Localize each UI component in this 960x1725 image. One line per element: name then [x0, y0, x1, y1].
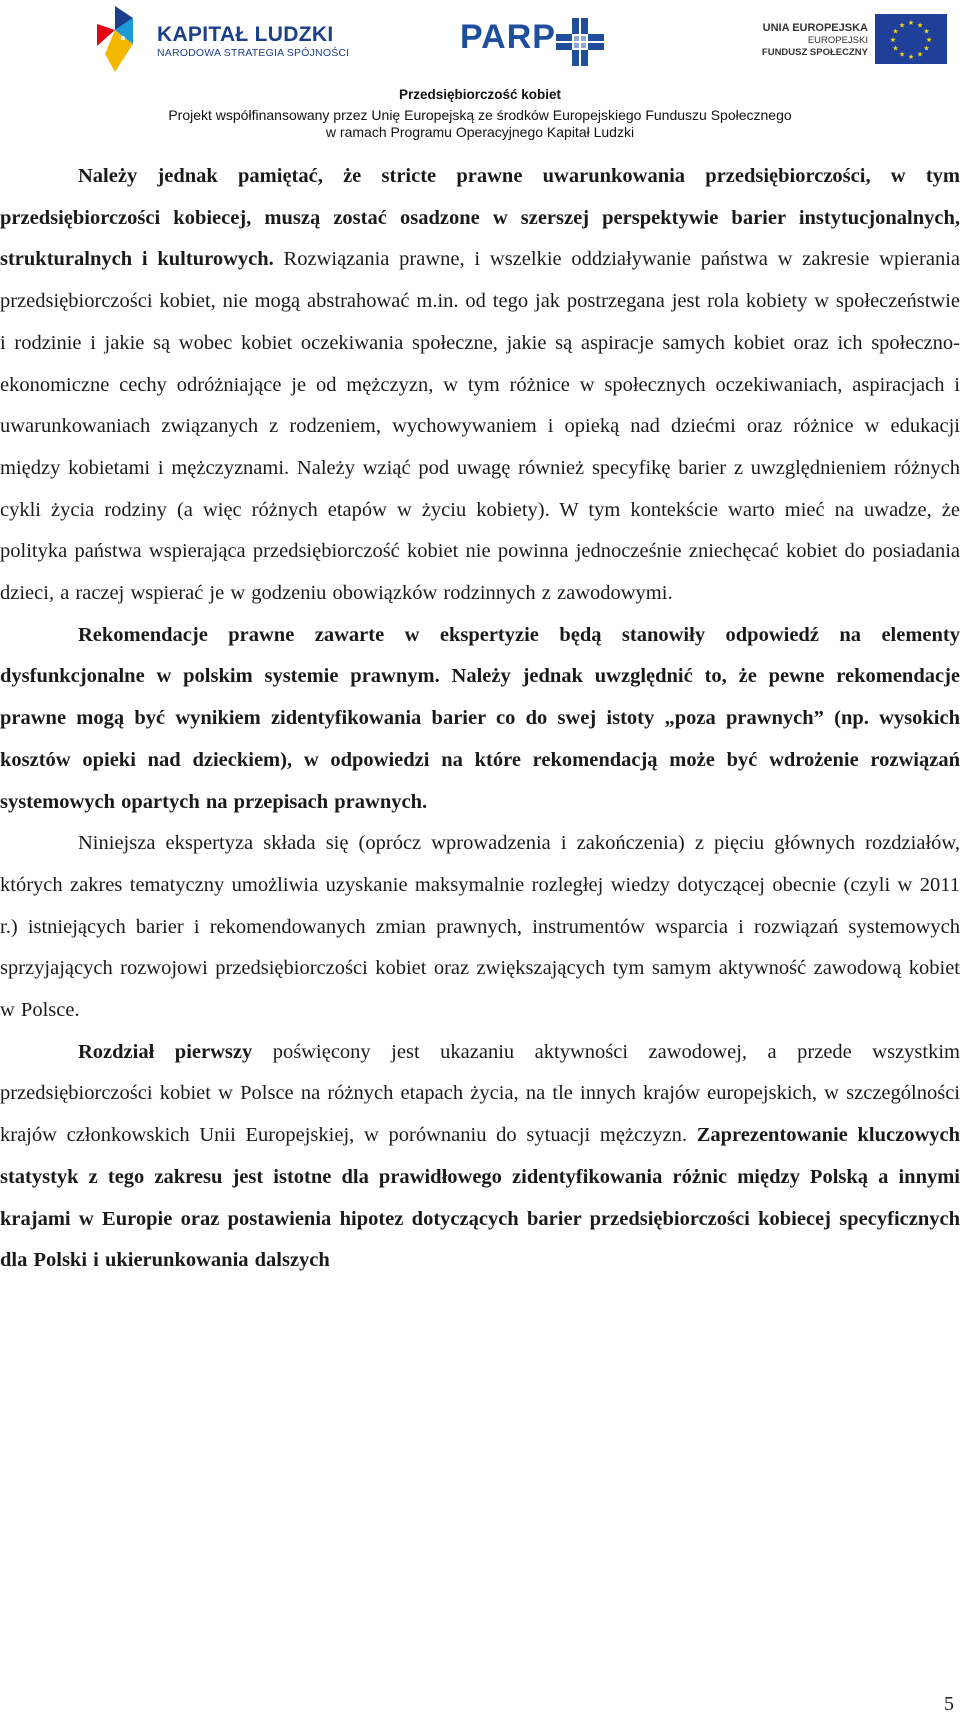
svg-text:★: ★ — [916, 21, 924, 30]
eu-line2: EUROPEJSKI — [807, 35, 868, 46]
svg-text:★: ★ — [923, 27, 930, 36]
document-body — [0, 156, 960, 1282]
parp-emblem-icon — [556, 18, 604, 66]
svg-text:★: ★ — [907, 19, 915, 27]
paragraph-1-bold: Należy jednak pamiętać, że stricte prawne uwarunkowania przedsiębiorczości, w tym przedsiębiorczości kobiecej, muszą zostać osadzone w szerszej perspektywie barier instytucjonalnych, strukturalnych i kulturowych. — [0, 165, 960, 271]
eu-line3: FUNDUSZ SPOŁECZNY — [761, 47, 868, 58]
paragraph-1-text: Rozwiązania prawne, i wszelkie oddziaływanie państwa w zakresie wpierania przedsiębiorczości kobiet, nie mogą abstrahować m.in. od tego jak postrzegana jest rola kobiety w społeczeństwie i rodzinie i jakie są wobec kobiet oczekiwania społeczne, jakie są aspiracje samych kobiet oraz ich społeczno-ekonomiczne cechy odróżniające je od mężczyzn, w tym różnice w społecznych oczekiwaniach, aspiracjach i uwarunkowaniach związanych z rodzeniem, wychowywaniem i opieką nad dziećmi oraz różnice w edukacji między kobietami i mężczyznami. Należy wziąć pod uwagę również specyfikę barier z uwzględnieniem różnych cykli życia rodziny (a więc różnych etapów w życiu kobiety). W tym kontekście warto mieć na uwadze, że polityka państwa wspierająca przedsiębiorczość kobiet nie powinna jednocześnie zniechęcać kobiet do posiadania dzieci, a raczej wspierać je w godzeniu obowiązków rodzinnych z zawodowymi. — [0, 248, 960, 605]
svg-text:★: ★ — [907, 53, 915, 61]
parp-title: PARP — [460, 18, 556, 56]
svg-text:★: ★ — [898, 50, 906, 59]
paragraph-3-text: Niniejsza ekspertyza składa się (oprócz wprowadzenia i zakończenia) z pięciu głównych rozdziałów, których zakres tematyczny umożliwia uzyskanie maksymalnie rozległej wiedzy dotyczącej obecnie (czyli w 2011 r.) istniejących barier i rekomendowanych zmian prawnych, instrumentów wsparcia i rozwiązań systemowych sprzyjających rozwojowi przedsiębiorczości kobiet oraz zwiększających tym samym aktywność zawodową kobiet w Polsce. — [0, 832, 960, 1022]
paragraph-2-bold: Rekomendacje prawne zawarte w ekspertyzie będą stanowiły odpowiedź na elementy dysfunkcjonalne w polskim systemie prawnym. Należy jednak uwzględnić to, że pewne rekomendacje prawne mogą być wynikiem zidentyfikowania barier co do swej istoty „poza prawnych” (np. wysokich kosztów opieki nad dzieckiem), w odpowiedzi na które rekomendacją może być wdrożenie rozwiązań systemowych opartych na przepisach prawnych. — [0, 623, 960, 813]
project-title: Przedsiębiorczość kobiet — [398, 87, 562, 102]
eu-flag-icon — [875, 14, 947, 64]
paragraph-3 — [0, 823, 960, 1032]
paragraph-4 — [0, 1032, 960, 1282]
paragraph-1 — [0, 156, 960, 615]
svg-text:★: ★ — [898, 21, 906, 30]
document-header — [0, 0, 960, 160]
kapital-ludzki-logo — [93, 4, 350, 76]
page-number: 5 — [944, 1693, 954, 1715]
parp-logo — [460, 14, 610, 66]
svg-text:★: ★ — [925, 36, 933, 44]
svg-text:★: ★ — [916, 50, 924, 59]
funding-line-1: Projekt współfinansowany przez Unię Europejską ze środków Europejskiego Funduszu Społecznego — [168, 107, 792, 123]
eu-logo — [760, 14, 950, 74]
funding-line-2: w ramach Programu Operacyjnego Kapitał Ludzki — [325, 124, 635, 140]
svg-text:★: ★ — [889, 36, 897, 44]
svg-text:★: ★ — [923, 44, 930, 53]
paragraph-2 — [0, 615, 960, 824]
paragraph-4-text: poświęcony jest ukazaniu aktywności zawodowej, a przede wszystkim przedsiębiorczości kobiet w Polsce na różnych etapach życia, na tle innych krajów europejskich, w szczególności krajów członkowskich Unii Europejskiej, w porównaniu do sytuacji mężczyzn. — [0, 1040, 960, 1147]
svg-text:★: ★ — [892, 27, 899, 36]
paragraph-4-bold-1: Rozdział pierwszy — [78, 1040, 253, 1063]
kapital-ludzki-title: KAPITAŁ LUDZKI — [157, 23, 334, 46]
kapital-ludzki-subtitle: NARODOWA STRATEGIA SPÓJNOŚCI — [157, 47, 350, 59]
paragraph-4-bold-2: Zaprezentowanie kluczowych statystyk z tego zakresu jest istotne dla prawidłowego zidentyfikowania różnic między Polską a innymi krajami w Europie oraz postawienia hipotez dotyczących barier przedsiębiorczości kobiecej specyficznych dla Polski i ukierunkowania dalszych — [0, 1124, 960, 1272]
kapital-ludzki-star-icon — [93, 4, 153, 76]
eu-line1: UNIA EUROPEJSKA — [762, 22, 868, 34]
svg-text:★: ★ — [892, 44, 899, 53]
